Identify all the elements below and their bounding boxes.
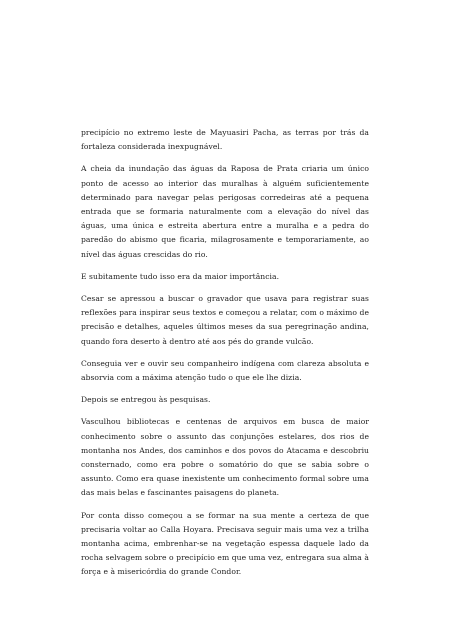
paragraph-5: Conseguia ver e ouvir seu companheiro indígena com clareza absoluta e absorvia com a máxima atenção tudo o que ele lhe dizia. [81, 358, 369, 383]
paragraph-8: Por conta disso começou a se formar na sua mente a certeza de que precisaria voltar ao Calla Hoyara. Precisava seguir mais uma vez a trilha montanha acima, embrenhar-se na vegetação espessa daquele lado da rocha selvagem sobre o precipício em que uma vez, entregara sua alma à força e à misericórdia do grande Condor. [81, 510, 369, 577]
paragraph-4: Cesar se apressou a buscar o gravador que usava para registrar suas reflexões para inspirar seus textos e começou a relatar, com o máximo de precisão e detalhes, aqueles últimos meses da sua peregrinação andina, quando fora deserto à dentro até aos pés do grande vulcão. [81, 294, 369, 346]
body-text [81, 126, 369, 588]
paragraph-3: E subitamente tudo isso era da maior importância. [81, 271, 280, 281]
paragraph-1: precipício no extremo leste de Mayuasiri Pacha, as terras por trás da fortaleza considerada inexpugnável. [81, 128, 369, 152]
paragraph-7: Vasculhou bibliotecas e centenas de arquivos em busca de maior conhecimento sobre o assunto das conjunções estelares, dos rios de montanha nos Andes, dos caminhos e dos povos do Atacama e descobriu consternado, como era pobre o somatório do que se sabia sobre o assunto. Como era quase inexistente um conhecimento formal sobre uma das mais belas e fascinantes paisagens do planeta. [81, 417, 369, 498]
paragraph-6: Depois se entregou às pesquisas. [81, 395, 211, 405]
paragraph-2: A cheia da inundação das águas da Raposa de Prata criaria um único ponto de acesso ao interior das muralhas à alguém suficientemente determinado para navegar pelas perigosas corredeiras até a pequena entrada que se formaria naturalmente com a elevação do nível das águas, uma única e estreita abertura entre a muralha e a pedra do paredão do abismo que ficaria, milagrosamente e temporariamente, ao nível das águas crescidas do rio. [81, 164, 369, 259]
